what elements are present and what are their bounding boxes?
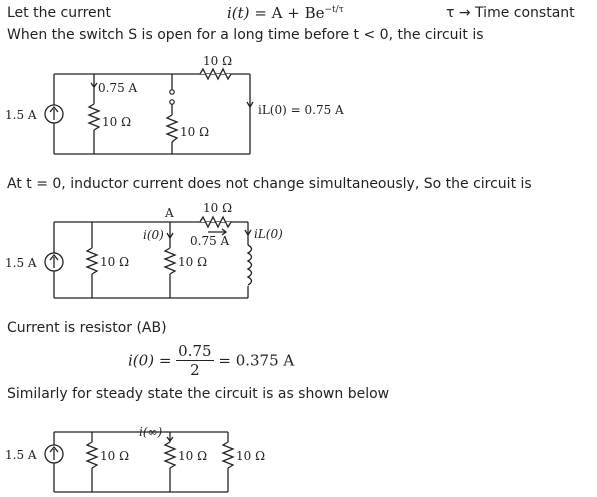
formula-denominator: 2 (190, 361, 200, 379)
formula-fraction (176, 342, 213, 379)
c2-top-resistor: 10 Ω (203, 201, 233, 215)
intro-equation (227, 4, 344, 22)
c1-inductor-current: iL(0) = 0.75 A (258, 103, 344, 117)
c2-r-mid: 10 Ω (178, 255, 208, 269)
c2-top-current: 0.75 A (190, 234, 230, 248)
intro-let-current: Let the current (7, 5, 112, 21)
formula-lhs: i(0) = (128, 351, 172, 370)
c3-i-inf-label: i(∞) (139, 425, 163, 439)
c2-source-label: 1.5 A (5, 256, 37, 270)
tau-note: τ → Time constant (446, 5, 575, 21)
c1-r-mid: 10 Ω (180, 125, 210, 139)
c2-i0-label: i(0) (143, 228, 164, 242)
circuit-1-diagram (0, 52, 597, 162)
c1-top-resistor: 10 Ω (203, 54, 233, 68)
formula-numerator: 0.75 (178, 342, 212, 360)
c1-r-left: 10 Ω (102, 115, 132, 129)
equation-exponent: −t/τ (324, 5, 344, 15)
current-ab-text: Current is resistor (AB) (7, 320, 167, 336)
current-formula (128, 342, 294, 379)
equation-lhs: i(t) (227, 4, 250, 22)
c2-node-label: A (165, 206, 174, 220)
switch-text: When the switch S is open for a long time before t < 0, the circuit is (7, 27, 484, 43)
c1-branch-current: 0.75 A (98, 81, 138, 95)
c3-r-mid: 10 Ω (178, 449, 208, 463)
c2-il-label: iL(0) (254, 227, 283, 241)
equation-rhs: = A + Be (254, 4, 325, 22)
steady-text: Similarly for steady state the circuit is as shown below (7, 386, 390, 402)
c3-source-label: 1.5 A (5, 448, 37, 462)
t0-text: At t = 0, inductor current does not change simultaneously, So the circuit is (7, 176, 532, 192)
c2-r-left: 10 Ω (100, 255, 130, 269)
c1-source-label: 1.5 A (5, 108, 37, 122)
formula-rhs: = 0.375 A (218, 351, 295, 370)
c3-r-left: 10 Ω (100, 449, 130, 463)
circuit-2-diagram (0, 200, 597, 305)
circuit-3-diagram (0, 414, 597, 497)
c3-r-right: 10 Ω (236, 449, 266, 463)
